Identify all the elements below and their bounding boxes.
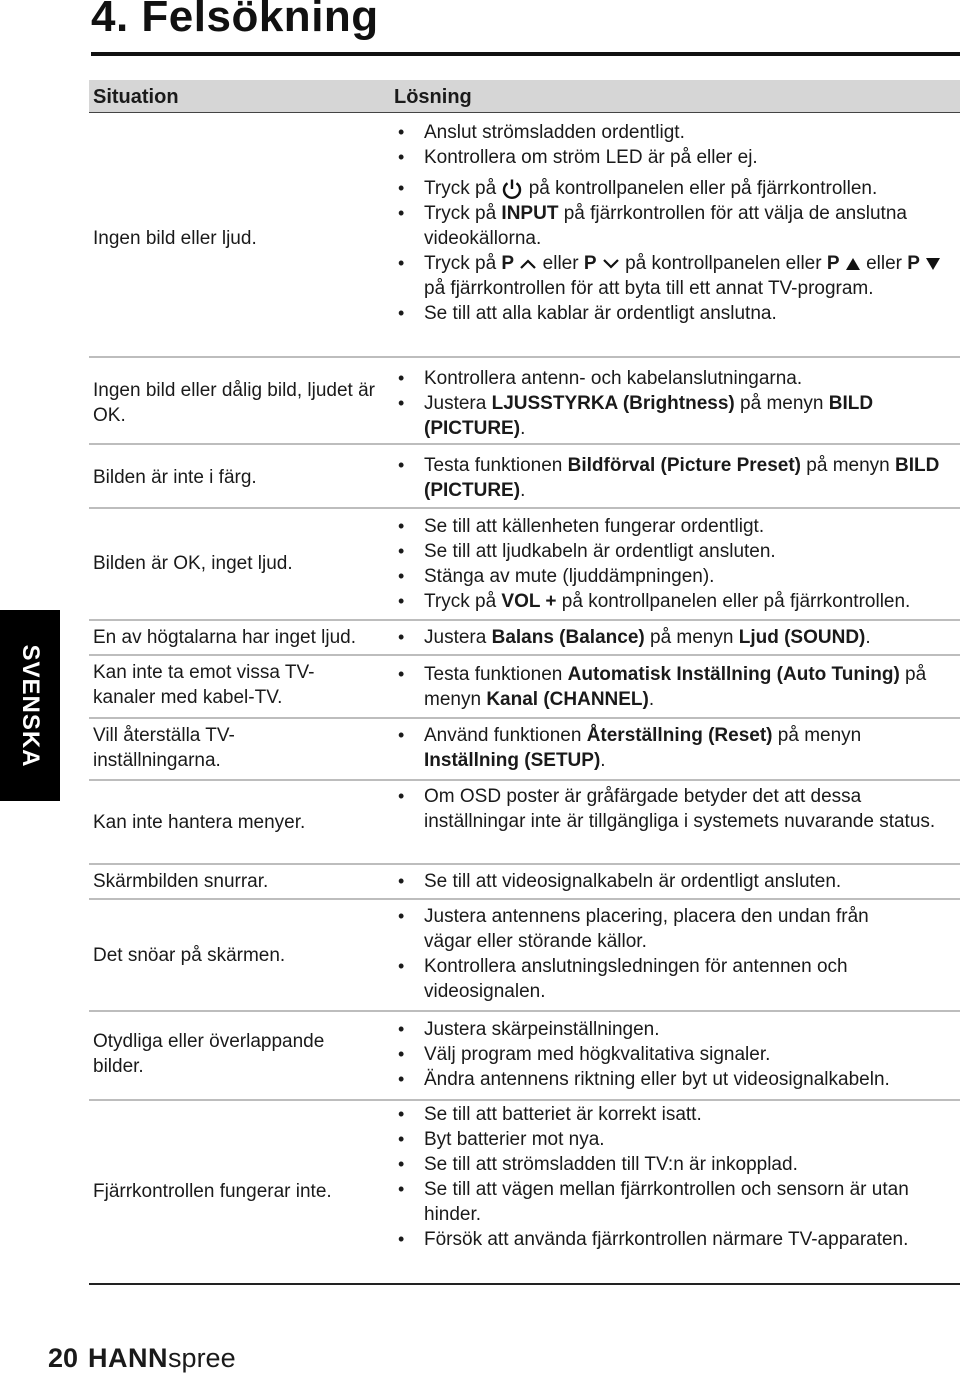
list-item: • Se till att batteriet är korrekt isatt. (394, 1102, 914, 1127)
list-item: • Stänga av mute (ljuddämpningen). (394, 564, 960, 589)
table-row (89, 719, 960, 781)
chevron-down-icon (602, 258, 620, 270)
solution-list (394, 723, 960, 773)
list-item: • Testa funktionen Bildförval (Picture Preset) på menyn BILD (PICTURE). (394, 453, 960, 503)
situation-cell: Ingen bild eller ljud. (93, 228, 257, 249)
situation-cell: Fjärrkontrollen fungerar inte. (93, 1181, 332, 1202)
list-item: • Försök att använda fjärrkontrollen närmare TV-apparaten. (394, 1227, 914, 1252)
triangle-down-icon (925, 257, 941, 271)
solution-list (394, 904, 914, 1004)
table-row (89, 509, 960, 621)
situation-cell: Det snöar på skärmen. (93, 945, 286, 966)
table-row (89, 1101, 960, 1285)
table-row (89, 358, 960, 445)
list-item: • Välj program med högkvalitativa signaler. (394, 1042, 960, 1067)
table-row (89, 1012, 960, 1101)
list-item: • Se till att vägen mellan fjärrkontrollen och sensorn är utan hinder. (394, 1177, 914, 1227)
list-item: • Kontrollera antenn- och kabelanslutningarna. (394, 366, 960, 391)
list-item: • Om OSD poster är gråfärgade betyder det att dessa inställningar inte är tillgängliga i systemets nuvarande status. (394, 784, 960, 834)
page-number: 20 (48, 1343, 79, 1373)
list-item: • Se till att videosignalkabeln är ordentligt ansluten. (394, 869, 960, 894)
situation-cell: En av högtalarna har inget ljud. (93, 627, 357, 648)
list-item: • Kontrollera anslutningsledningen för antennen och videosignalen. (394, 954, 914, 1004)
list-item: • Tryck på P eller P på kontrollpanelen eller P eller P på fjärrkontrollen för att byta till ett annat TV-program. (394, 251, 960, 301)
solution-list (394, 120, 960, 326)
list-item: • Justera antennens placering, placera den undan från vägar eller störande källor. (394, 904, 914, 954)
situation-cell: Skärmbilden snurrar. (93, 871, 269, 892)
list-item: • Justera Balans (Balance) på menyn Ljud (SOUND). (394, 625, 960, 650)
list-item: • Tryck på VOL + på kontrollpanelen eller på fjärrkontrollen. (394, 589, 960, 614)
list-item: • Se till att alla kablar är ordentligt anslutna. (394, 301, 960, 326)
list-item: • Använd funktionen Återställning (Reset) på menyn Inställning (SETUP). (394, 723, 960, 773)
situation-cell: Kan inte ta emot vissa TV-kanaler med kabel-TV. (93, 662, 315, 708)
solution-list (394, 366, 960, 441)
table-row (89, 656, 960, 719)
solution-list (394, 1017, 960, 1092)
list-item: • Se till att källenheten fungerar ordentligt. (394, 514, 960, 539)
table-row (89, 781, 960, 865)
list-item: • Tryck på INPUT på fjärrkontrollen för att välja de anslutna videokällorna. (394, 201, 960, 251)
list-item: • Se till att ljudkabeln är ordentligt ansluten. (394, 539, 960, 564)
list-item: • Byt batterier mot nya. (394, 1127, 914, 1152)
situation-cell: Kan inte hantera menyer. (93, 812, 306, 833)
solution-list (394, 662, 960, 712)
header-solution: Lösning (394, 86, 472, 108)
table-row (89, 445, 960, 509)
solution-list (394, 625, 960, 650)
situation-cell: Otydliga eller överlappande bilder. (93, 1031, 325, 1077)
situation-cell: Bilden är inte i färg. (93, 467, 257, 488)
page-title: 4. Felsökning (91, 0, 379, 41)
header-situation: Situation (93, 86, 179, 108)
language-side-tab (0, 610, 60, 801)
table-row (89, 900, 960, 1012)
triangle-up-icon (845, 257, 861, 271)
table-row (89, 112, 960, 358)
situation-cell: Bilden är OK, inget ljud. (93, 553, 293, 574)
title-rule (91, 52, 960, 56)
solution-list (394, 1102, 914, 1252)
power-icon (501, 178, 523, 200)
list-item: • Anslut strömsladden ordentligt. (394, 120, 960, 145)
situation-cell: Ingen bild eller dålig bild, ljudet är OK. (93, 380, 376, 426)
brand-logo-bold: HANN (88, 1343, 169, 1373)
table-header (89, 80, 960, 113)
language-label: SVENSKA (17, 643, 44, 768)
list-item: • Ändra antennens riktning eller byt ut videosignalkabeln. (394, 1067, 960, 1092)
solution-list (394, 869, 960, 894)
situation-cell: Vill återställa TV-inställningarna. (93, 725, 235, 771)
table-row (89, 621, 960, 656)
brand-logo-light: spree (168, 1343, 236, 1373)
solution-list (394, 453, 960, 503)
table-row (89, 865, 960, 900)
chevron-up-icon (519, 258, 537, 270)
list-item: • Testa funktionen Automatisk Inställning (Auto Tuning) på menyn Kanal (CHANNEL). (394, 662, 960, 712)
list-item: • Justera LJUSSTYRKA (Brightness) på menyn BILD (PICTURE). (394, 391, 960, 441)
list-item: • Se till att strömsladden till TV:n är inkopplad. (394, 1152, 914, 1177)
list-item: • Kontrollera om ström LED är på eller ej. (394, 145, 960, 170)
page-footer (48, 1343, 236, 1374)
list-item: • Tryck på på kontrollpanelen eller på fjärrkontrollen. (394, 176, 960, 201)
solution-list (394, 514, 960, 614)
solution-list (394, 784, 960, 834)
list-item: • Justera skärpeinställningen. (394, 1017, 960, 1042)
